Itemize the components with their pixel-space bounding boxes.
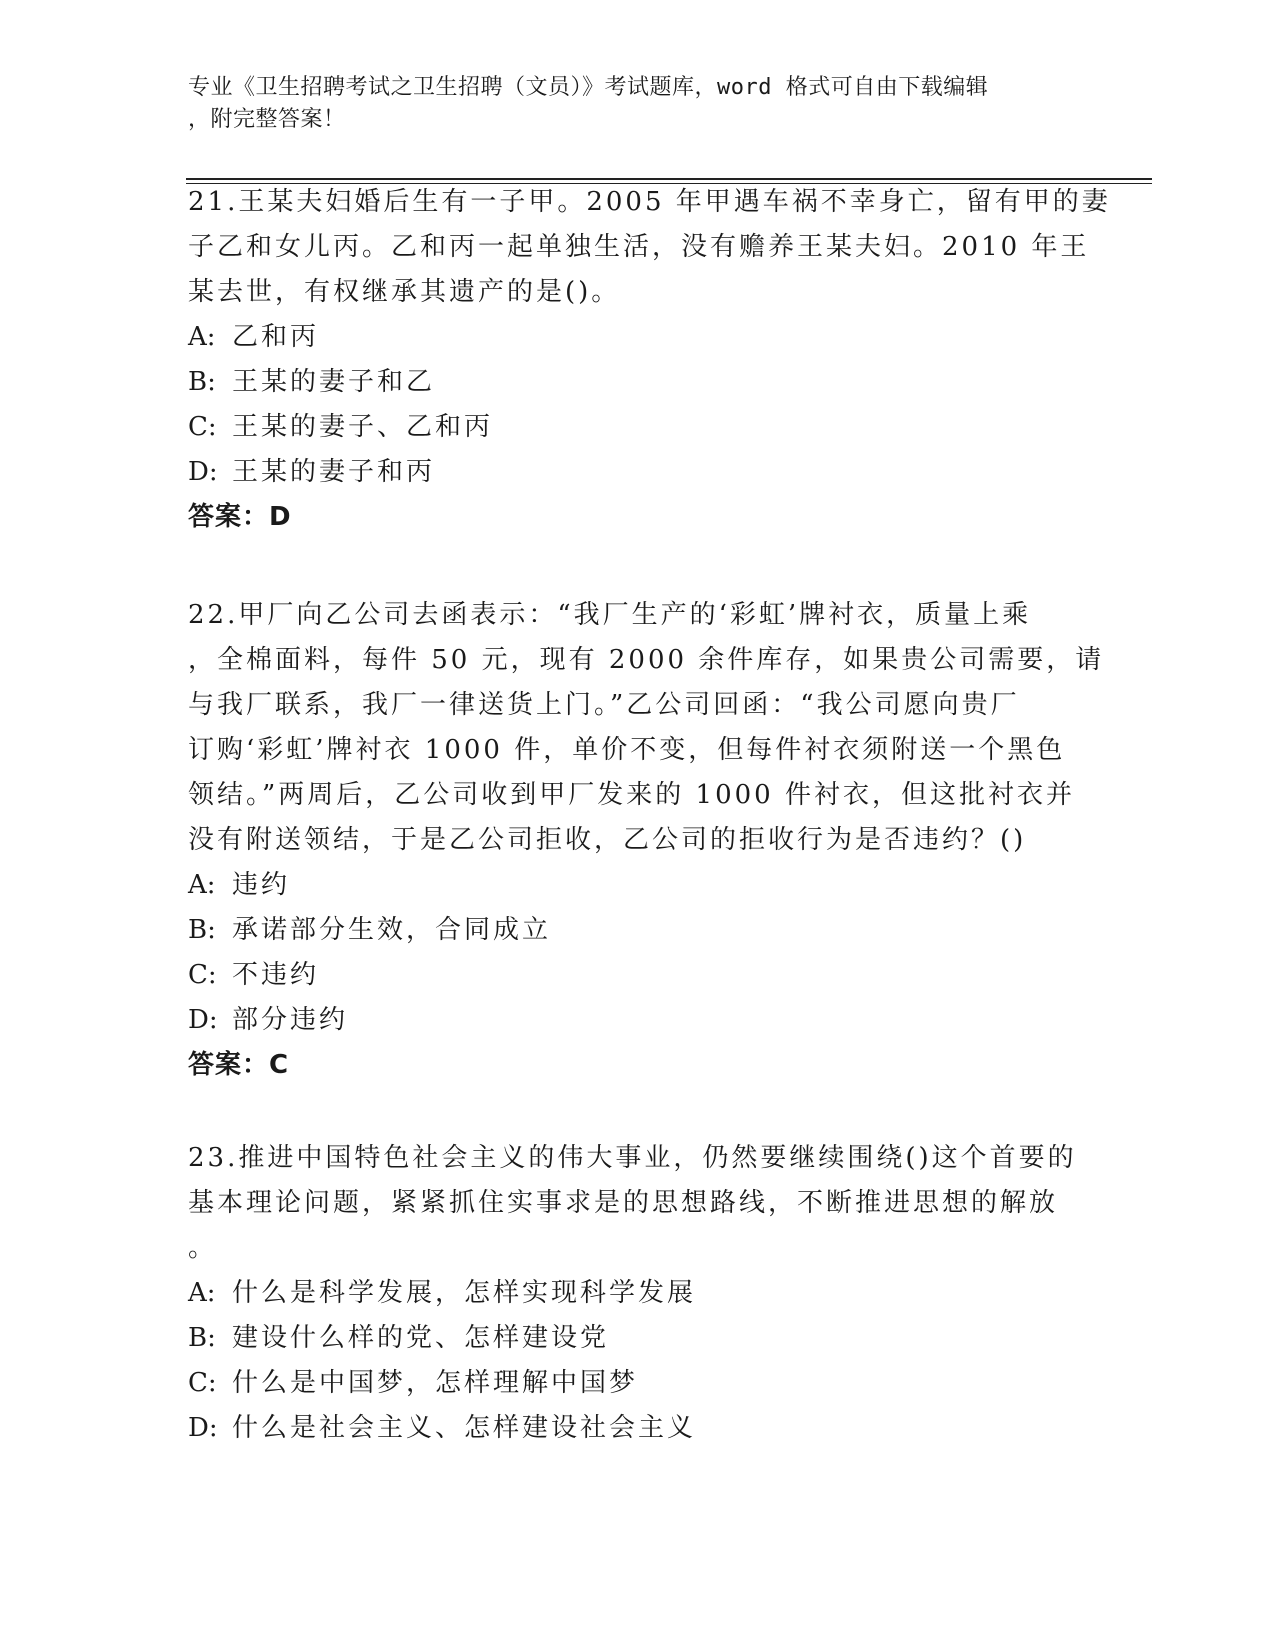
question-text-line: 没有附送领结，于是乙公司拒收，乙公司的拒收行为是否违约？() <box>188 825 1027 855</box>
question-text-line: ，全棉面料，每件 50 元，现有 2000 余件库存，如果贵公司需要，请 <box>188 645 1105 675</box>
option-letter: A: <box>188 1278 216 1308</box>
document-header <box>188 72 1068 136</box>
option-text: 承诺部分生效，合同成立 <box>232 915 552 945</box>
question-text-line: 某去世，有权继承其遗产的是()。 <box>188 277 621 307</box>
option-letter: B: <box>188 1323 216 1353</box>
option-a <box>188 863 1088 908</box>
option-text: 王某的妻子、乙和丙 <box>232 412 494 442</box>
question-text-line: 领结。”两周后，乙公司收到甲厂发来的 1000 件衬衣，但这批衬衣并 <box>188 780 1075 810</box>
question-22 <box>188 593 1105 1088</box>
question-text-line: 22.甲厂向乙公司去函表示：“我厂生产的‘彩虹’牌衬衣，质量上乘 <box>188 600 1032 630</box>
header-line-1: 专业《卫生招聘考试之卫生招聘（文员）》考试题库，word 格式可自由下载编辑 <box>188 75 989 100</box>
option-text: 建设什么样的党、怎样建设党 <box>232 1323 610 1353</box>
option-letter: A: <box>188 870 216 900</box>
option-text: 什么是中国梦，怎样理解中国梦 <box>232 1368 639 1398</box>
option-letter: B: <box>188 367 216 397</box>
header-line-2: ，附完整答案！ <box>188 107 346 132</box>
option-text: 不违约 <box>232 960 320 990</box>
option-text: 乙和丙 <box>232 322 320 352</box>
option-c <box>188 953 1088 998</box>
option-c <box>188 405 1088 450</box>
question-text-line: 21.王某夫妇婚后生有一子甲。2005 年甲遇车祸不幸身亡，留有甲的妻 <box>188 187 1111 217</box>
option-b <box>188 1316 1088 1361</box>
answer-label: 答案：D <box>188 502 292 532</box>
question-23 <box>188 1136 1088 1451</box>
question-text-line: 子乙和女儿丙。乙和丙一起单独生活，没有赡养王某夫妇。2010 年王 <box>188 232 1090 262</box>
option-d <box>188 450 1088 495</box>
option-text: 什么是科学发展，怎样实现科学发展 <box>232 1278 697 1308</box>
option-a <box>188 315 1088 360</box>
option-letter: B: <box>188 915 216 945</box>
option-text: 王某的妻子和乙 <box>232 367 436 397</box>
option-d <box>188 1406 1088 1451</box>
option-letter: C: <box>188 412 217 442</box>
option-letter: D: <box>188 457 218 487</box>
option-text: 什么是社会主义、怎样建设社会主义 <box>232 1413 697 1443</box>
answer-label: 答案：C <box>188 1050 290 1080</box>
option-text: 王某的妻子和丙 <box>232 457 436 487</box>
question-text-line: 基本理论问题，紧紧抓住实事求是的思想路线，不断推进思想的解放 <box>188 1188 1059 1218</box>
option-text: 违约 <box>232 870 291 900</box>
option-b <box>188 360 1088 405</box>
option-letter: D: <box>188 1413 218 1443</box>
question-21 <box>188 180 1111 540</box>
option-c <box>188 1361 1088 1406</box>
option-a <box>188 1271 1088 1316</box>
question-text-line: 。 <box>188 1233 218 1263</box>
option-letter: C: <box>188 960 217 990</box>
option-letter: C: <box>188 1368 217 1398</box>
question-text-line: 与我厂联系，我厂一律送货上门。”乙公司回函：“我公司愿向贵厂 <box>188 690 1020 720</box>
question-text-line: 订购‘彩虹’牌衬衣 1000 件，单价不变，但每件衬衣须附送一个黑色 <box>188 735 1066 765</box>
option-letter: A: <box>188 322 216 352</box>
question-text-line: 23.推进中国特色社会主义的伟大事业，仍然要继续围绕()这个首要的 <box>188 1143 1077 1173</box>
option-d <box>188 998 1088 1043</box>
option-b <box>188 908 1088 953</box>
option-letter: D: <box>188 1005 218 1035</box>
option-text: 部分违约 <box>232 1005 349 1035</box>
